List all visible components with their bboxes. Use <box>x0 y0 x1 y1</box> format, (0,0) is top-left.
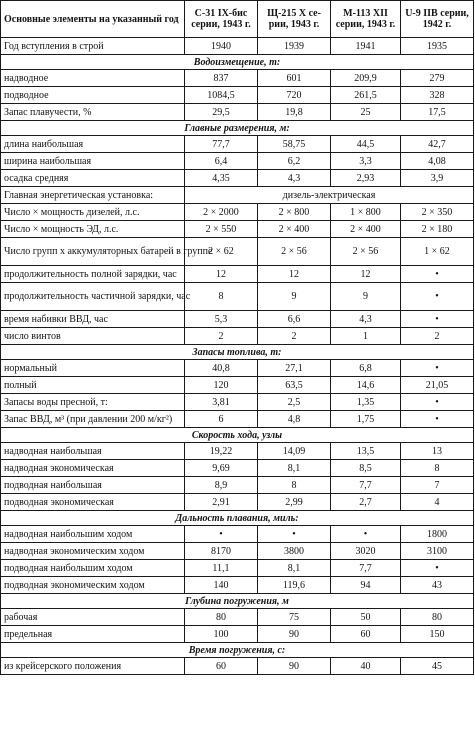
cell-value: 8,1 <box>258 560 331 577</box>
table-row <box>1 311 474 328</box>
cell-value: 150 <box>401 626 474 643</box>
cell-value: • <box>401 560 474 577</box>
row-label: подводная наибольшая <box>1 477 185 494</box>
cell-value: 3,9 <box>401 170 474 187</box>
table-row <box>1 204 474 221</box>
cell-value: 12 <box>185 266 258 283</box>
row-label: Запасы воды пресной, т: <box>1 394 185 411</box>
row-label: надводная наибольшим ходом <box>1 526 185 543</box>
cell-value: 2 <box>185 328 258 345</box>
cell-value: 6 <box>185 411 258 428</box>
cell-value: 12 <box>258 266 331 283</box>
section-heading: Водоизмещение, т: <box>1 55 474 70</box>
cell-value: 1,35 <box>331 394 401 411</box>
section-row <box>1 121 474 136</box>
row-label: подводная наибольшим ходом <box>1 560 185 577</box>
cell-value: 58,75 <box>258 136 331 153</box>
cell-value: 4,3 <box>331 311 401 328</box>
cell-value: 328 <box>401 87 474 104</box>
cell-value: 100 <box>185 626 258 643</box>
table-row <box>1 104 474 121</box>
cell-value: • <box>401 360 474 377</box>
row-label: осадка средняя <box>1 170 185 187</box>
cell-value: 261,5 <box>331 87 401 104</box>
cell-value: 25 <box>331 104 401 121</box>
cell-value: 1,75 <box>331 411 401 428</box>
cell-value: 6,2 <box>258 153 331 170</box>
row-label: продолжительность полной зарядки, час <box>1 266 185 283</box>
cell-value: 80 <box>401 609 474 626</box>
cell-value: • <box>401 411 474 428</box>
cell-value: 9 <box>258 283 331 311</box>
header-shch215: Щ-215 X се-рии, 1943 г. <box>258 1 331 38</box>
header-elements: Основные элементы на указанный год <box>1 1 185 38</box>
cell-value: 19,8 <box>258 104 331 121</box>
cell-value: 8 <box>401 460 474 477</box>
table-row <box>1 70 474 87</box>
cell-value: 2,7 <box>331 494 401 511</box>
cell-value: 4,3 <box>258 170 331 187</box>
cell-value: 17,5 <box>401 104 474 121</box>
cell-value: 4,08 <box>401 153 474 170</box>
cell-value: 3020 <box>331 543 401 560</box>
cell-value: • <box>401 283 474 311</box>
table-row <box>1 238 474 266</box>
cell-value: 21,05 <box>401 377 474 394</box>
cell-value: 209,9 <box>331 70 401 87</box>
table-row <box>1 187 474 204</box>
cell-value: 43 <box>401 577 474 594</box>
row-label: надводное <box>1 70 185 87</box>
cell-value: 1939 <box>258 38 331 55</box>
cell-value: 29,5 <box>185 104 258 121</box>
cell-value: 2 × 550 <box>185 221 258 238</box>
row-label: Запас ВВД, м³ (при давлении 200 м/кг²) <box>1 411 185 428</box>
cell-value: 2 × 180 <box>401 221 474 238</box>
table-row <box>1 543 474 560</box>
section-heading: Время погружения, с: <box>1 643 474 658</box>
table-row <box>1 560 474 577</box>
cell-value: 5,3 <box>185 311 258 328</box>
cell-value: • <box>331 526 401 543</box>
row-label: длина наибольшая <box>1 136 185 153</box>
row-merged-value: дизель-электрическая <box>185 187 474 204</box>
row-label: рабочая <box>1 609 185 626</box>
cell-value: 75 <box>258 609 331 626</box>
table-row <box>1 609 474 626</box>
cell-value: 2 × 350 <box>401 204 474 221</box>
table-row <box>1 394 474 411</box>
section-row <box>1 643 474 658</box>
cell-value: 1935 <box>401 38 474 55</box>
table-row <box>1 170 474 187</box>
cell-value: 2 × 56 <box>258 238 331 266</box>
cell-value: 8,1 <box>258 460 331 477</box>
cell-value: 1 <box>331 328 401 345</box>
cell-value: 8,5 <box>331 460 401 477</box>
row-label: нормальный <box>1 360 185 377</box>
cell-value: 837 <box>185 70 258 87</box>
cell-value: 8 <box>258 477 331 494</box>
table-row <box>1 526 474 543</box>
row-label: Число групп х аккумуляторных батарей в группе <box>1 238 185 266</box>
section-row <box>1 594 474 609</box>
table-row <box>1 577 474 594</box>
cell-value: 4,35 <box>185 170 258 187</box>
cell-value: 63,5 <box>258 377 331 394</box>
cell-value: 3800 <box>258 543 331 560</box>
header-row <box>1 1 474 38</box>
row-label: надводная экономическим ходом <box>1 543 185 560</box>
cell-value: 40 <box>331 658 401 675</box>
table-row <box>1 360 474 377</box>
cell-value: 8170 <box>185 543 258 560</box>
cell-value: 3100 <box>401 543 474 560</box>
cell-value: 6,6 <box>258 311 331 328</box>
row-label: подводное <box>1 87 185 104</box>
cell-value: 2 × 62 <box>185 238 258 266</box>
table-row <box>1 658 474 675</box>
section-heading: Главные размерения, м: <box>1 121 474 136</box>
cell-value: 2,5 <box>258 394 331 411</box>
row-label: надводная наибольшая <box>1 443 185 460</box>
cell-value: 2 <box>401 328 474 345</box>
row-label: время набивки ВВД, час <box>1 311 185 328</box>
cell-value: 7,7 <box>331 477 401 494</box>
row-label: Год вступления в строй <box>1 38 185 55</box>
cell-value: 2 × 56 <box>331 238 401 266</box>
cell-value: 45 <box>401 658 474 675</box>
cell-value: 2 × 400 <box>258 221 331 238</box>
row-label: продолжительность частичной зарядки, час <box>1 283 185 311</box>
table-row <box>1 626 474 643</box>
table-row <box>1 87 474 104</box>
cell-value: 4,8 <box>258 411 331 428</box>
row-label: Число × мощность дизелей, л.с. <box>1 204 185 221</box>
cell-value: 1800 <box>401 526 474 543</box>
cell-value: 42,7 <box>401 136 474 153</box>
section-row <box>1 428 474 443</box>
table-row <box>1 477 474 494</box>
cell-value: 2,99 <box>258 494 331 511</box>
cell-value: 2,91 <box>185 494 258 511</box>
header-m113: М-113 XII серии, 1943 г. <box>331 1 401 38</box>
row-label: полный <box>1 377 185 394</box>
cell-value: 80 <box>185 609 258 626</box>
cell-value: 7 <box>401 477 474 494</box>
section-heading: Глубина погружения, м <box>1 594 474 609</box>
cell-value: 279 <box>401 70 474 87</box>
table-row <box>1 411 474 428</box>
cell-value: 77,7 <box>185 136 258 153</box>
cell-value: 9 <box>331 283 401 311</box>
table-row <box>1 136 474 153</box>
cell-value: 1940 <box>185 38 258 55</box>
section-heading: Дальность плавания, миль: <box>1 511 474 526</box>
table-row <box>1 494 474 511</box>
cell-value: 3,81 <box>185 394 258 411</box>
cell-value: 1 × 62 <box>401 238 474 266</box>
cell-value: 8 <box>185 283 258 311</box>
table-row <box>1 377 474 394</box>
section-row <box>1 511 474 526</box>
row-label: подводная экономическим ходом <box>1 577 185 594</box>
table-row <box>1 221 474 238</box>
cell-value: 140 <box>185 577 258 594</box>
row-label: Число × мощность ЭД, л.с. <box>1 221 185 238</box>
table-row <box>1 460 474 477</box>
cell-value: 9,69 <box>185 460 258 477</box>
table-row <box>1 443 474 460</box>
section-row <box>1 55 474 70</box>
cell-value: 50 <box>331 609 401 626</box>
cell-value: 94 <box>331 577 401 594</box>
cell-value: 60 <box>331 626 401 643</box>
row-label: надводная экономическая <box>1 460 185 477</box>
cell-value: 1084,5 <box>185 87 258 104</box>
cell-value: 7,7 <box>331 560 401 577</box>
cell-value: 11,1 <box>185 560 258 577</box>
cell-value: 1941 <box>331 38 401 55</box>
row-label: предельная <box>1 626 185 643</box>
cell-value: 40,8 <box>185 360 258 377</box>
table-row <box>1 153 474 170</box>
table-row <box>1 283 474 311</box>
cell-value: 8,9 <box>185 477 258 494</box>
cell-value: 2 <box>258 328 331 345</box>
cell-value: 19,22 <box>185 443 258 460</box>
cell-value: 90 <box>258 626 331 643</box>
cell-value: 6,4 <box>185 153 258 170</box>
cell-value: 601 <box>258 70 331 87</box>
cell-value: 27,1 <box>258 360 331 377</box>
cell-value: 2 × 800 <box>258 204 331 221</box>
cell-value: • <box>185 526 258 543</box>
cell-value: • <box>401 266 474 283</box>
row-label: Главная энергетическая установка: <box>1 187 185 204</box>
table-row <box>1 328 474 345</box>
cell-value: • <box>258 526 331 543</box>
cell-value: 13 <box>401 443 474 460</box>
section-heading: Скорость хода, узлы <box>1 428 474 443</box>
cell-value: 120 <box>185 377 258 394</box>
cell-value: 2,93 <box>331 170 401 187</box>
row-label: число винтов <box>1 328 185 345</box>
cell-value: 12 <box>331 266 401 283</box>
header-s31: С-31 IX-бис серии, 1943 г. <box>185 1 258 38</box>
row-label: из крейсерского положения <box>1 658 185 675</box>
table-body <box>1 38 474 675</box>
cell-value: • <box>401 311 474 328</box>
section-heading: Запасы топлива, т: <box>1 345 474 360</box>
cell-value: 2 × 2000 <box>185 204 258 221</box>
row-label: ширина наибольшая <box>1 153 185 170</box>
cell-value: 6,8 <box>331 360 401 377</box>
cell-value: 720 <box>258 87 331 104</box>
row-label: Запас плавучести, % <box>1 104 185 121</box>
cell-value: 4 <box>401 494 474 511</box>
cell-value: • <box>401 394 474 411</box>
cell-value: 90 <box>258 658 331 675</box>
cell-value: 3,3 <box>331 153 401 170</box>
cell-value: 1 × 800 <box>331 204 401 221</box>
cell-value: 14,6 <box>331 377 401 394</box>
table-row <box>1 266 474 283</box>
cell-value: 14,09 <box>258 443 331 460</box>
cell-value: 119,6 <box>258 577 331 594</box>
cell-value: 2 × 400 <box>331 221 401 238</box>
cell-value: 44,5 <box>331 136 401 153</box>
section-row <box>1 345 474 360</box>
cell-value: 60 <box>185 658 258 675</box>
cell-value: 13,5 <box>331 443 401 460</box>
table-row <box>1 38 474 55</box>
header-u9: U-9 IIB серии, 1942 г. <box>401 1 474 38</box>
row-label: подводная экономическая <box>1 494 185 511</box>
